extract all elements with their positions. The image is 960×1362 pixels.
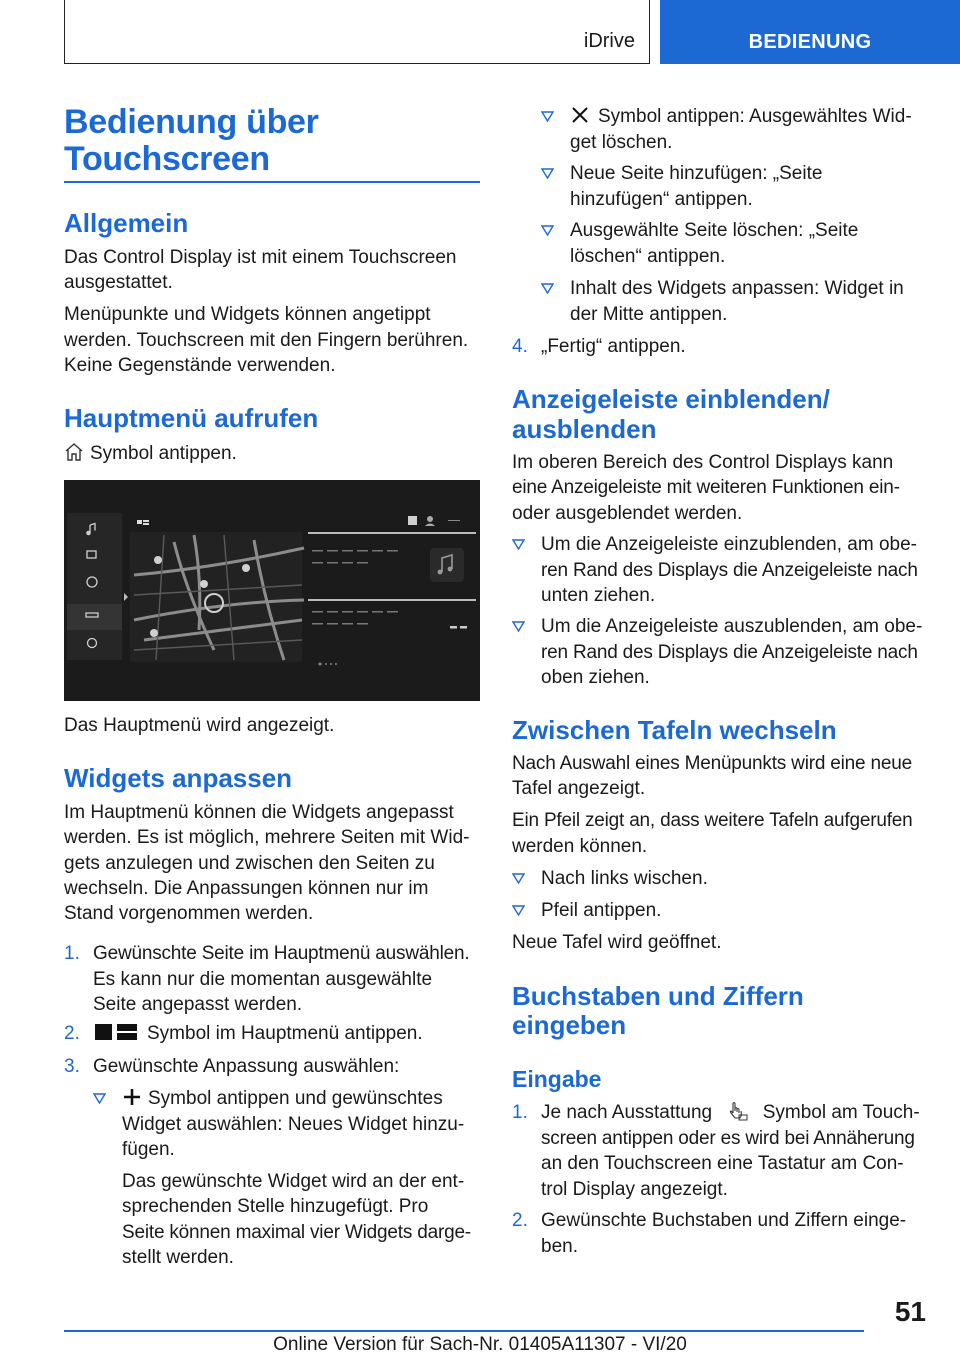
bullet-text: unten ziehen. <box>541 585 656 606</box>
list-item-delete-widget <box>541 104 928 156</box>
bullet-triangle-icon <box>541 111 554 122</box>
bullet-triangle-icon <box>512 539 525 550</box>
paragraph-line: Tafel angezeigt. <box>512 778 646 799</box>
step-text: Je nach Ausstattung <box>541 1102 713 1123</box>
bullet-text: oben ziehen. <box>541 667 650 688</box>
chapter-tab <box>660 0 960 64</box>
step-text: Gewünschte Seite im Hauptmenü auswählen. <box>93 943 470 964</box>
list-item-step-1 <box>64 941 480 1021</box>
list-item-show-bar <box>512 532 928 610</box>
bullet-triangle-icon <box>93 1093 106 1104</box>
paragraph-line: Stand vorgenommen werden. <box>64 903 314 924</box>
heading-widgets: Widgets anpassen <box>64 763 293 793</box>
bullet-text: fügen. <box>122 1139 175 1160</box>
bullet-text: stellt werden. <box>122 1247 234 1268</box>
step-text: trol Display angezeigt. <box>541 1179 728 1200</box>
chapter-name: BEDIENUNG <box>748 31 872 53</box>
paragraph-line: Im Hauptmenü können die Widgets angepasst <box>64 802 454 823</box>
step-number: 2. <box>64 1023 80 1044</box>
page-title-line2: Touchscreen <box>64 140 270 178</box>
bullet-text: sprechenden Stelle hinzugefügt. Pro <box>122 1196 429 1217</box>
heading-buchstaben-l2: eingeben <box>512 1010 627 1040</box>
paragraph-line: Nach Auswahl eines Menüpunkts wird eine neue <box>512 753 912 774</box>
paragraph-line: Im oberen Bereich des Control Displays kann <box>512 452 894 473</box>
bullet-triangle-icon <box>512 873 525 884</box>
bullet-text: der Mitte antippen. <box>570 304 728 325</box>
paragraph-line: werden können. <box>512 836 648 857</box>
heading-buchstaben-l1: Buchstaben und Ziffern <box>512 981 804 1011</box>
step-text: Symbol antippen. <box>90 443 237 464</box>
paragraph-line: Menüpunkte und Widgets können angetippt <box>64 304 431 325</box>
step-text: Gewünschte Buchstaben und Ziffern einge- <box>541 1210 907 1231</box>
list-item-add-widget <box>93 1086 480 1271</box>
list-item-step-4 <box>512 334 928 360</box>
heading-tafeln: Zwischen Tafeln wechseln <box>512 715 837 745</box>
step-text: Symbol am Touch- <box>762 1102 920 1123</box>
paragraph-line: wechseln. Die Anpassungen können nur im <box>64 878 429 899</box>
step-number: 1. <box>512 1102 528 1123</box>
paragraph-line: Neue Tafel wird geöffnet. <box>512 932 722 953</box>
list-item-input-step-2 <box>512 1208 928 1260</box>
step-text-with-icon <box>541 1100 920 1126</box>
bullet-text: löschen“ antippen. <box>570 246 726 267</box>
step-text: „Fertig“ antippen. <box>541 336 686 357</box>
paragraph-line: oder ausgeblendet werden. <box>512 503 743 524</box>
step-text: screen antippen oder es wird bei Annäherung <box>541 1128 915 1149</box>
step-number: 4. <box>512 336 528 357</box>
paragraph-line: werden. Es ist möglich, mehrere Seiten mit Wid- <box>64 827 470 848</box>
heading-anzeigeleiste-l2: ausblenden <box>512 414 657 444</box>
list-item-step-3 <box>64 1054 480 1080</box>
footer-rule <box>64 1330 864 1332</box>
bullet-text: Um die Anzeigeleiste einzublenden, am obe- <box>541 534 918 555</box>
bullet-text: Um die Anzeigeleiste auszublenden, am obe- <box>541 616 923 637</box>
list-item-tap-arrow <box>512 898 928 924</box>
bullet-text: Das gewünschte Widget wird an der ent- <box>122 1171 465 1192</box>
bullet-text: get löschen. <box>570 132 673 153</box>
list-item-delete-page <box>541 218 928 270</box>
bullet-text: Symbol antippen: Ausgewähltes Wid- <box>598 106 912 127</box>
page-title-line1: Bedienung über <box>64 103 319 141</box>
bullet-text: Seite können maximal vier Widgets darge- <box>122 1222 471 1243</box>
footer-version-text: Online Version für Sach-Nr. 01405A11307 - VI/20 <box>273 1334 687 1355</box>
step-text: Symbol im Hauptmenü antippen. <box>147 1023 423 1044</box>
bullet-text: Inhalt des Widgets anpassen: Widget in <box>570 278 904 299</box>
list-item-input-step-1 <box>512 1100 928 1204</box>
heading-allgemein: Allgemein <box>64 208 189 238</box>
title-rule <box>64 181 480 183</box>
paragraph-line: werden. Touchscreen mit den Fingern berühren. <box>64 330 469 351</box>
bullet-text: ren Rand des Displays die Anzeigeleiste nach <box>541 642 918 663</box>
bullet-text-with-icon <box>570 104 912 130</box>
step-text: ben. <box>541 1236 578 1257</box>
step-number: 2. <box>512 1210 528 1231</box>
main-menu-screenshot <box>64 480 480 701</box>
bullet-text-with-icon <box>122 1086 443 1112</box>
list-item-swipe-left <box>512 866 928 892</box>
bullet-text: ren Rand des Displays die Anzeigeleiste nach <box>541 560 918 581</box>
close-icon <box>570 105 590 125</box>
bullet-text: hinzufügen“ antippen. <box>570 189 753 210</box>
list-item-hide-bar <box>512 614 928 692</box>
bullet-text: Symbol antippen und gewünschtes <box>148 1088 443 1109</box>
page-header <box>0 0 960 66</box>
section-header-box <box>64 0 650 64</box>
bullet-triangle-icon <box>512 621 525 632</box>
home-icon <box>64 442 84 462</box>
bullet-text: Pfeil antippen. <box>541 900 662 921</box>
subheading-eingabe: Eingabe <box>512 1066 602 1092</box>
list-item-add-page <box>541 161 928 213</box>
bullet-triangle-icon <box>541 225 554 236</box>
bullet-triangle-icon <box>541 168 554 179</box>
step-number: 1. <box>64 943 80 964</box>
main-menu-screen-graphic <box>64 480 480 701</box>
paragraph-line: Das Control Display ist mit einem Touchscreen <box>64 247 457 268</box>
paragraph-line: eine Anzeigeleiste mit weiteren Funktionen ein- <box>512 477 900 498</box>
image-caption: Das Hauptmenü wird angezeigt. <box>64 715 335 736</box>
edit-widgets-icon <box>93 1022 139 1042</box>
bullet-triangle-icon <box>512 905 525 916</box>
bullet-text: Nach links wischen. <box>541 868 708 889</box>
heading-hauptmenu: Hauptmenü aufrufen <box>64 403 319 433</box>
paragraph-line: Keine Gegenstände verwenden. <box>64 355 336 376</box>
page-number: 51 <box>894 1296 926 1327</box>
paragraph-line: Ein Pfeil zeigt an, dass weitere Tafeln aufgerufen <box>512 810 913 831</box>
list-item-step-2 <box>64 1021 480 1047</box>
paragraph-line: ausgestattet. <box>64 272 173 293</box>
heading-anzeigeleiste-l1: Anzeigeleiste einblenden/ <box>512 384 830 414</box>
step-text: Gewünschte Anpassung auswählen: <box>93 1056 400 1077</box>
bullet-triangle-icon <box>541 283 554 294</box>
hauptmenu-step <box>64 441 237 467</box>
paragraph-line: gets anzulegen und zwischen den Seiten zu <box>64 853 435 874</box>
step-text: Es kann nur die momentan ausgewählte <box>93 969 433 990</box>
bullet-text: Widget auswählen: Neues Widget hinzu- <box>122 1114 465 1135</box>
step-text: an den Touchscreen eine Tastatur am Con- <box>541 1153 904 1174</box>
bullet-text: Ausgewählte Seite löschen: „Seite <box>570 220 859 241</box>
step-number: 3. <box>64 1056 80 1077</box>
step-text-with-icon <box>93 1021 423 1047</box>
bullet-text: Neue Seite hinzufügen: „Seite <box>570 163 823 184</box>
list-item-edit-content <box>541 276 928 328</box>
touch-keyboard-icon <box>725 1100 749 1122</box>
section-name: iDrive <box>583 30 635 52</box>
plus-icon <box>122 1087 142 1107</box>
step-text: Seite angepasst werden. <box>93 994 303 1015</box>
